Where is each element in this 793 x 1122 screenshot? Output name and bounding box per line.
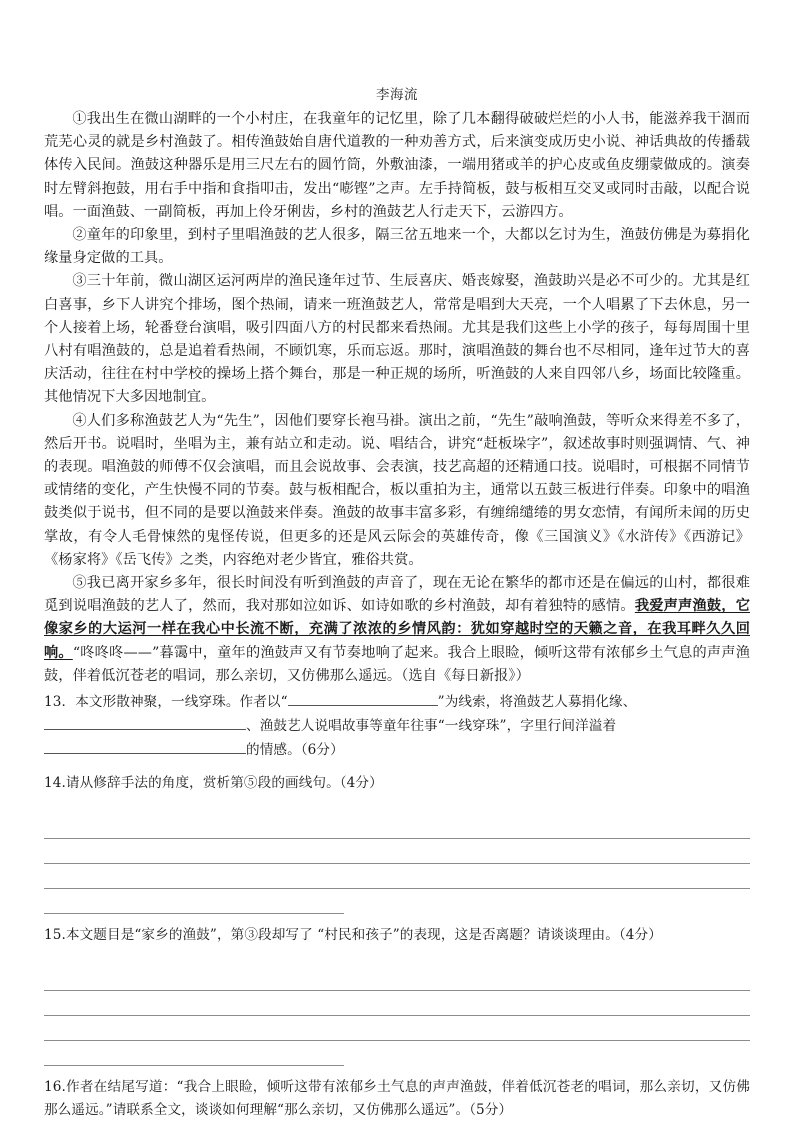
page-content [44, 84, 750, 1122]
question-14: 14.请从修辞手法的角度，赏析第⑤段的画线句。（4分） [44, 775, 383, 792]
question-13-text-c: 、渔鼓艺人说唱故事等童年往事“一线穿珠”，字里行间洋溢着 [246, 718, 617, 735]
paragraph-1: ①我出生在微山湖畔的一个小村庄，在我童年的记忆里，除了几本翻得破破烂烂的小人书，能滋养我干涸而荒芜心灵的就是乡村渔鼓了。相传渔鼓始自唐代道教的一种劝善方式，后来演变成历史小说、神话典故的传播载体传入民间。渔鼓这种器乐是用三尺左右的圆竹筒，外敷油漆，一端用猪或羊的护心皮或鱼皮绷蒙做成的。演奏时左臂斜抱鼓，用右手中指和食指叩击，发出“嘭铿”之声。左手持简板，鼓与板相互交叉或同时击敲，以配合说唱。一面渔鼓、一副简板，再加上伶牙俐齿，乡村的渔鼓艺人行走天下，云游四方。 [44, 111, 750, 220]
answer-line-short[interactable] [44, 1041, 344, 1066]
question-15: 15.本文题目是“家乡的渔鼓”，第③段却写了 “村民和孩子”的表现，这是否离题？请谈谈理由。（4分） [44, 927, 662, 944]
spacer [44, 762, 750, 772]
question-13-line-1 [44, 690, 750, 714]
paragraph-5-outro: “咚咚咚——”暮霭中，童年的渔鼓声又有节奏地响了起来。我合上眼睑，倾听这带有浓郁乡土气息的声声渔鼓，伴着低沉苍老的唱词，那么亲切，又仿佛那么遥远。（选自《每日新报》） [44, 644, 750, 684]
paragraph-5 [44, 572, 750, 688]
paragraph-2: ②童年的印象里，到村子里唱渔鼓的艺人很多，隔三岔五地来一个，大都以乞讨为生，渔鼓仿佛是为募捐化缘量身定做的工具。 [44, 227, 750, 267]
spacer [44, 799, 750, 814]
answer-line[interactable] [44, 991, 750, 1016]
answer-line[interactable] [44, 864, 750, 889]
question-16: 16.作者在结尾写道：“我合上眼睑，倾听这带有浓郁乡土气息的声声渔鼓，伴着低沉苍老的唱词，那么亲切，又仿佛那么遥远。”请联系全文，谈谈如何理解“那么亲切，又仿佛那么遥远”。（5分） [44, 1079, 750, 1119]
question-13-blank-2[interactable] [44, 714, 246, 730]
question-13-line-3 [44, 738, 750, 762]
author-title: 李海流 [376, 87, 418, 103]
answer-line[interactable] [44, 839, 750, 864]
question-13-text-a: 13．本文形散神聚，一线穿珠。作者以“ [44, 694, 288, 711]
paragraph-5-intro: ⑤我已离开家乡多年，很长时间没有听到渔鼓的声音了，现在无论在繁华的都市还是在偏远的山村，都很难觅到说唱渔鼓的艺人了，然而，我对那如泣如诉、如诗如歌的乡村渔鼓，却有着独特的感情。 [44, 575, 750, 615]
spacer [44, 1066, 750, 1076]
answer-line[interactable] [44, 1016, 750, 1041]
question-13-line-2 [44, 714, 750, 738]
spacer [44, 914, 750, 924]
paragraph-4: ④人们多称渔鼓艺人为“先生”，因他们要穿长袍马褂。演出之前，“先生”敲响渔鼓，等听众来得差不多了，然后开书。说唱时，坐唱为主，兼有站立和走动。说、唱结合，讲究“赶板垛字”，叙述故事时则强调情、气、神的表现。唱渔鼓的师傅不仅会演唱，而且会说故事、会表演，技艺高超的还精通口技。说唱时，可根据不同情节或情绪的变化，产生快慢不同的节奏。鼓与板相配合，板以重拍为主，通常以五鼓三板进行伴奏。印象中的唱渔鼓类似于说书，但不同的是要以渔鼓来伴奏。渔鼓的故事丰富多彩，有缠绵缱绻的男女恋情，有闻所未闻的历史掌故，有令人毛骨悚然的鬼怪传说，但更多的还是风云际会的英雄传奇，像《三国演义》《水浒传》《西游记》《杨家将》《岳飞传》之类，内容绝对老少皆宜，雅俗共赏。 [44, 412, 750, 568]
question-13-blank-1[interactable] [288, 690, 438, 706]
paragraph-3: ③三十年前，微山湖区运河两岸的渔民逢年过节、生辰喜庆、婚丧嫁娶，渔鼓助兴是必不可少的。尤其是红白喜事，乡下人讲究个排场，图个热闹，请来一班渔鼓艺人，常常是唱到大天亮，一个人唱累了下去休息，另一个人接着上场，轮番登台演唱，吸引四面八方的村民都来看热闹。尤其是我们这些上小学的孩子，每每周围十里八村有唱渔鼓的，总是追着看热闹，不顾饥寒，乐而忘返。那时，演唱渔鼓的舞台也不尽相同，逢年过节大的喜庆活动，往往在村中学校的操场上搭个舞台，那是一种正规的场所，听渔鼓的人来自四邻八乡，场面比较隆重。其他情况下大多因地制宜。 [44, 273, 750, 406]
questions-section [44, 690, 750, 1122]
question-14-answer-area[interactable] [44, 799, 750, 914]
question-13-text-b: ”为线索，将渔鼓艺人募捐化缘、 [437, 694, 637, 711]
spacer [44, 951, 750, 966]
question-13-text-d: 的情感。（6分） [246, 742, 344, 759]
paragraph-5-underlined-sentence: 我爱声声渔鼓，它像家乡的大运河一样在我心中长流不断，充满了浓浓的乡情风韵：犹如穿越时空的天籁之音，在我耳畔久久回响。 [44, 598, 750, 661]
question-13 [44, 690, 750, 762]
answer-line[interactable] [44, 814, 750, 839]
answer-line[interactable] [44, 966, 750, 991]
answer-line-short[interactable] [44, 889, 344, 914]
question-13-blank-3[interactable] [44, 738, 246, 754]
question-15-answer-area[interactable] [44, 951, 750, 1066]
